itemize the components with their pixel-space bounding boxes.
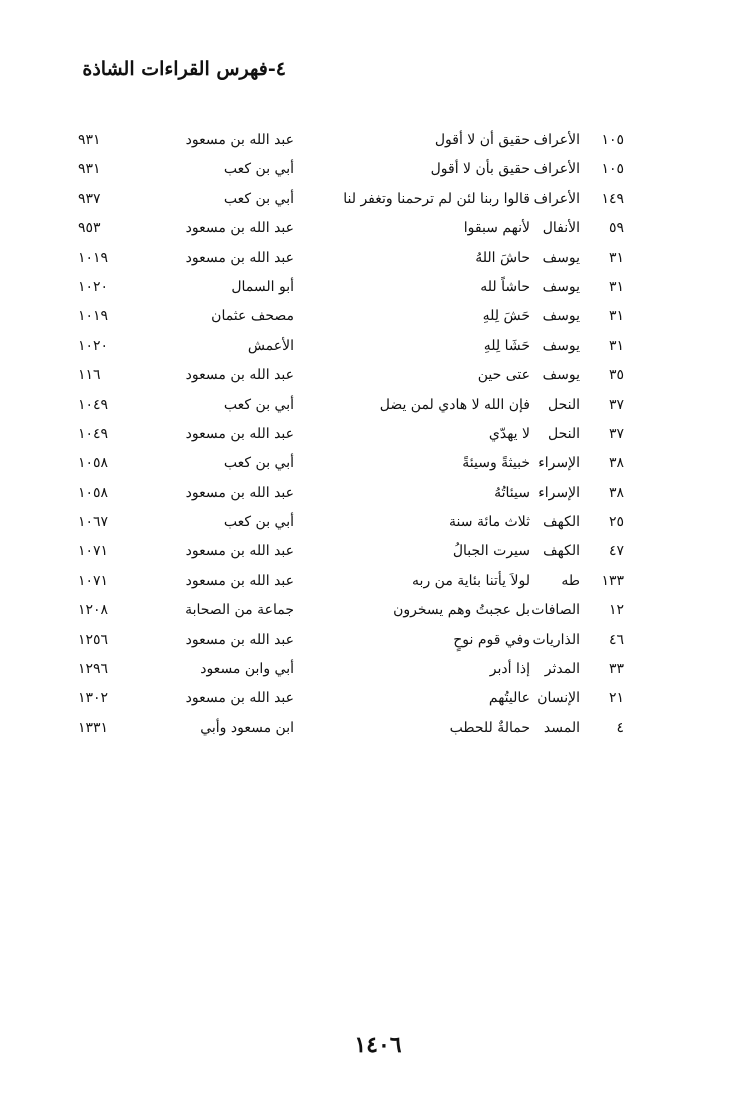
reader-name: أبي بن كعب bbox=[223, 514, 294, 531]
reading-text: بل عجبتُ وهم يسخرون bbox=[393, 602, 530, 619]
page-reference: ٩٣١ bbox=[78, 132, 101, 148]
reader-name: مصحف عثمان bbox=[211, 308, 294, 325]
table-row bbox=[0, 191, 756, 220]
reader-name: ابن مسعود وأبي bbox=[200, 719, 294, 736]
ayah-number: ١٢ bbox=[608, 602, 624, 619]
page-reference: ١٠٦٧ bbox=[78, 514, 109, 531]
page-reference: ١٠٤٩ bbox=[78, 425, 109, 442]
reader-name: عبد الله بن مسعود bbox=[185, 220, 294, 237]
reading-text: حقيق بأن لا أقول bbox=[430, 161, 530, 178]
table-row bbox=[0, 279, 756, 308]
reading-text: حقيق أن لا أقول bbox=[434, 132, 530, 148]
ayah-number: ٣٧ bbox=[608, 425, 624, 442]
table-row bbox=[0, 397, 756, 426]
table-row bbox=[0, 161, 756, 190]
surah-name: الإنسان bbox=[537, 690, 580, 707]
ayah-number: ١٤٩ bbox=[601, 190, 624, 207]
surah-name: يوسف bbox=[542, 367, 580, 384]
reading-text: حاشاً لله bbox=[480, 278, 530, 295]
reading-text: عتى حين bbox=[477, 367, 530, 384]
reader-name: أبو السمال bbox=[231, 278, 294, 295]
reading-text: وفي قوم نوحٍ bbox=[453, 631, 530, 648]
page-reference: ٩٥٣ bbox=[78, 220, 101, 237]
table-row bbox=[0, 308, 756, 337]
reader-name: أبي بن كعب bbox=[223, 396, 294, 413]
table-row bbox=[0, 455, 756, 484]
reader-name: عبد الله بن مسعود bbox=[185, 572, 294, 589]
page-reference: ١٣٣١ bbox=[78, 719, 109, 736]
reader-name: عبد الله بن مسعود bbox=[185, 690, 294, 707]
surah-name: يوسف bbox=[542, 308, 580, 325]
reading-text: حَشَا لِلهِ bbox=[483, 337, 530, 354]
page-number: ١٤٠٦ bbox=[354, 1032, 402, 1058]
reading-text: لا يهدّي bbox=[488, 425, 530, 442]
index-table bbox=[0, 132, 756, 749]
reader-name: جماعة من الصحابة bbox=[185, 602, 294, 619]
ayah-number: ٣٨ bbox=[608, 455, 624, 472]
page-reference: ٩٣٧ bbox=[78, 190, 101, 207]
table-row bbox=[0, 367, 756, 396]
page-reference: ٩٣١ bbox=[78, 161, 101, 178]
page-reference: ١٠١٩ bbox=[78, 249, 109, 266]
surah-name: الأعراف bbox=[533, 161, 580, 178]
surah-name: الصافات bbox=[531, 602, 580, 619]
page-reference: ١٠٧١ bbox=[78, 543, 109, 560]
ayah-number: ٣١ bbox=[608, 249, 624, 266]
reading-text: قالوا ربنا لئن لم ترحمنا وتغفر لنا bbox=[343, 190, 530, 207]
table-row bbox=[0, 220, 756, 249]
page-reference: ١٠٧١ bbox=[78, 572, 109, 589]
page-reference: ١٠٥٨ bbox=[78, 484, 109, 501]
table-row bbox=[0, 250, 756, 279]
reader-name: الأعمش bbox=[247, 337, 294, 354]
page-reference: ١٠٥٨ bbox=[78, 455, 109, 472]
surah-name: الإسراء bbox=[538, 484, 580, 501]
table-row bbox=[0, 690, 756, 719]
page-reference: ١٢٥٦ bbox=[78, 631, 109, 648]
ayah-number: ١٣٣ bbox=[601, 572, 624, 589]
reading-text: إذا أدبر bbox=[489, 661, 530, 678]
table-row bbox=[0, 514, 756, 543]
reading-text: سيرت الجبالُ bbox=[452, 543, 530, 560]
table-row bbox=[0, 720, 756, 749]
table-row bbox=[0, 543, 756, 572]
ayah-number: ٢١ bbox=[608, 690, 624, 707]
ayah-number: ٣٣ bbox=[608, 661, 624, 678]
reading-text: عاليتُهم bbox=[488, 690, 530, 707]
page-reference: ١٠٢٠ bbox=[78, 337, 109, 354]
reader-name: أبي وابن مسعود bbox=[200, 661, 294, 678]
surah-name: الكهف bbox=[543, 543, 580, 560]
surah-name: يوسف bbox=[542, 249, 580, 266]
page-reference: ١٢٠٨ bbox=[78, 602, 109, 619]
ayah-number: ٣٧ bbox=[608, 396, 624, 413]
reader-name: عبد الله بن مسعود bbox=[185, 543, 294, 560]
table-row bbox=[0, 661, 756, 690]
ayah-number: ٣٥ bbox=[608, 367, 624, 384]
reading-text: ثلاث مائة سنة bbox=[449, 514, 530, 531]
reader-name: عبد الله بن مسعود bbox=[185, 425, 294, 442]
page-reference: ١٠٤٩ bbox=[78, 396, 109, 413]
surah-name: الأعراف bbox=[533, 132, 580, 148]
page-reference: ١٠٢٠ bbox=[78, 278, 109, 295]
page-reference: ١٢٩٦ bbox=[78, 661, 109, 678]
ayah-number: ٣١ bbox=[608, 278, 624, 295]
table-row bbox=[0, 426, 756, 455]
page-reference: ١١٦ bbox=[78, 367, 101, 384]
reader-name: عبد الله بن مسعود bbox=[185, 132, 294, 148]
reader-name: عبد الله بن مسعود bbox=[185, 249, 294, 266]
ayah-number: ٤٧ bbox=[608, 543, 624, 560]
ayah-number: ٢٥ bbox=[608, 514, 624, 531]
table-row bbox=[0, 632, 756, 661]
ayah-number: ٤ bbox=[616, 719, 624, 736]
surah-name: الأعراف bbox=[533, 190, 580, 207]
reading-text: لأنهم سبقوا bbox=[463, 220, 530, 237]
surah-name: الكهف bbox=[543, 514, 580, 531]
reader-name: أبي بن كعب bbox=[223, 190, 294, 207]
table-row bbox=[0, 485, 756, 514]
ayah-number: ١٠٥ bbox=[601, 132, 624, 148]
table-row bbox=[0, 132, 756, 161]
page-reference: ١٣٠٢ bbox=[78, 690, 109, 707]
surah-name: طه bbox=[561, 572, 580, 589]
reading-text: فإن الله لا هادي لمن يضل bbox=[379, 396, 530, 413]
ayah-number: ٥٩ bbox=[608, 220, 624, 237]
reading-text: لولاَ يأتنا بئاية من ربه bbox=[412, 572, 530, 589]
reading-text: حاشَ اللهُ bbox=[475, 249, 530, 266]
surah-name: المسد bbox=[543, 719, 580, 736]
table-row bbox=[0, 573, 756, 602]
ayah-number: ٣١ bbox=[608, 308, 624, 325]
surah-name: النحل bbox=[547, 425, 580, 442]
surah-name: يوسف bbox=[542, 278, 580, 295]
ayah-number: ٣٨ bbox=[608, 484, 624, 501]
surah-name: الأنفال bbox=[542, 220, 580, 237]
ayah-number: ١٠٥ bbox=[601, 161, 624, 178]
page-header-title: ٤-فهرس القراءات الشاذة bbox=[82, 58, 286, 80]
surah-name: يوسف bbox=[542, 337, 580, 354]
surah-name: النحل bbox=[547, 396, 580, 413]
reader-name: أبي بن كعب bbox=[223, 455, 294, 472]
table-row bbox=[0, 338, 756, 367]
table-row bbox=[0, 602, 756, 631]
page-reference: ١٠١٩ bbox=[78, 308, 109, 325]
reader-name: أبي بن كعب bbox=[223, 161, 294, 178]
surah-name: الذاريات bbox=[532, 631, 580, 648]
reading-text: حمالةٌ للحطب bbox=[449, 719, 530, 736]
ayah-number: ٤٦ bbox=[608, 631, 624, 648]
ayah-number: ٣١ bbox=[608, 337, 624, 354]
reading-text: خبيثةً وسيئةً bbox=[462, 455, 530, 472]
surah-name: المدثر bbox=[544, 661, 580, 678]
reader-name: عبد الله بن مسعود bbox=[185, 631, 294, 648]
surah-name: الإسراء bbox=[538, 455, 580, 472]
reading-text: حَشَ لِلهِ bbox=[482, 308, 530, 325]
reader-name: عبد الله بن مسعود bbox=[185, 484, 294, 501]
reader-name: عبد الله بن مسعود bbox=[185, 367, 294, 384]
reading-text: سيئاتُهُ bbox=[494, 484, 530, 501]
